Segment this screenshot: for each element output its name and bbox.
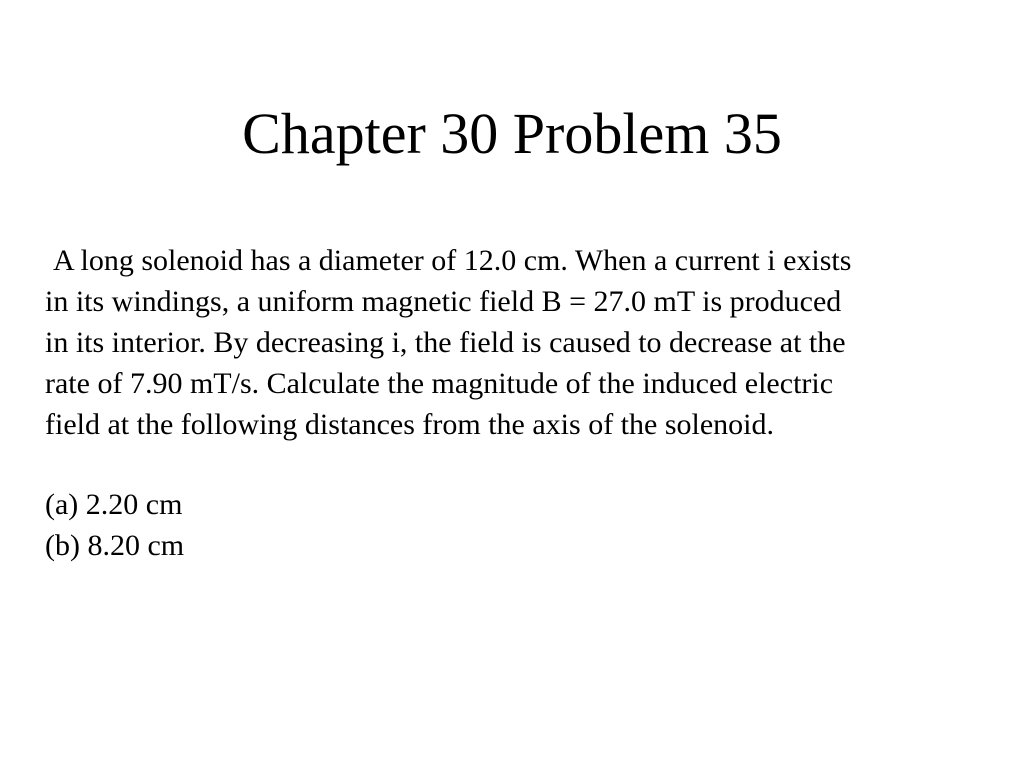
problem-line: in its interior. By decreasing i, the field is caused to decrease at the [45, 326, 846, 359]
part-a: (a) 2.20 cm [45, 488, 183, 521]
problem-line: in its windings, a uniform magnetic field B = 27.0 mT is produced [45, 285, 842, 318]
problem-line: A long solenoid has a diameter of 12.0 cm. When a current i exists [53, 244, 852, 277]
slide-title: Chapter 30 Problem 35 [242, 101, 782, 166]
problem-parts [45, 484, 184, 566]
problem-line: rate of 7.90 mT/s. Calculate the magnitude of the induced electric [45, 367, 834, 400]
part-b: (b) 8.20 cm [45, 529, 185, 562]
problem-statement [45, 240, 985, 445]
problem-line: field at the following distances from the axis of the solenoid. [45, 408, 774, 441]
